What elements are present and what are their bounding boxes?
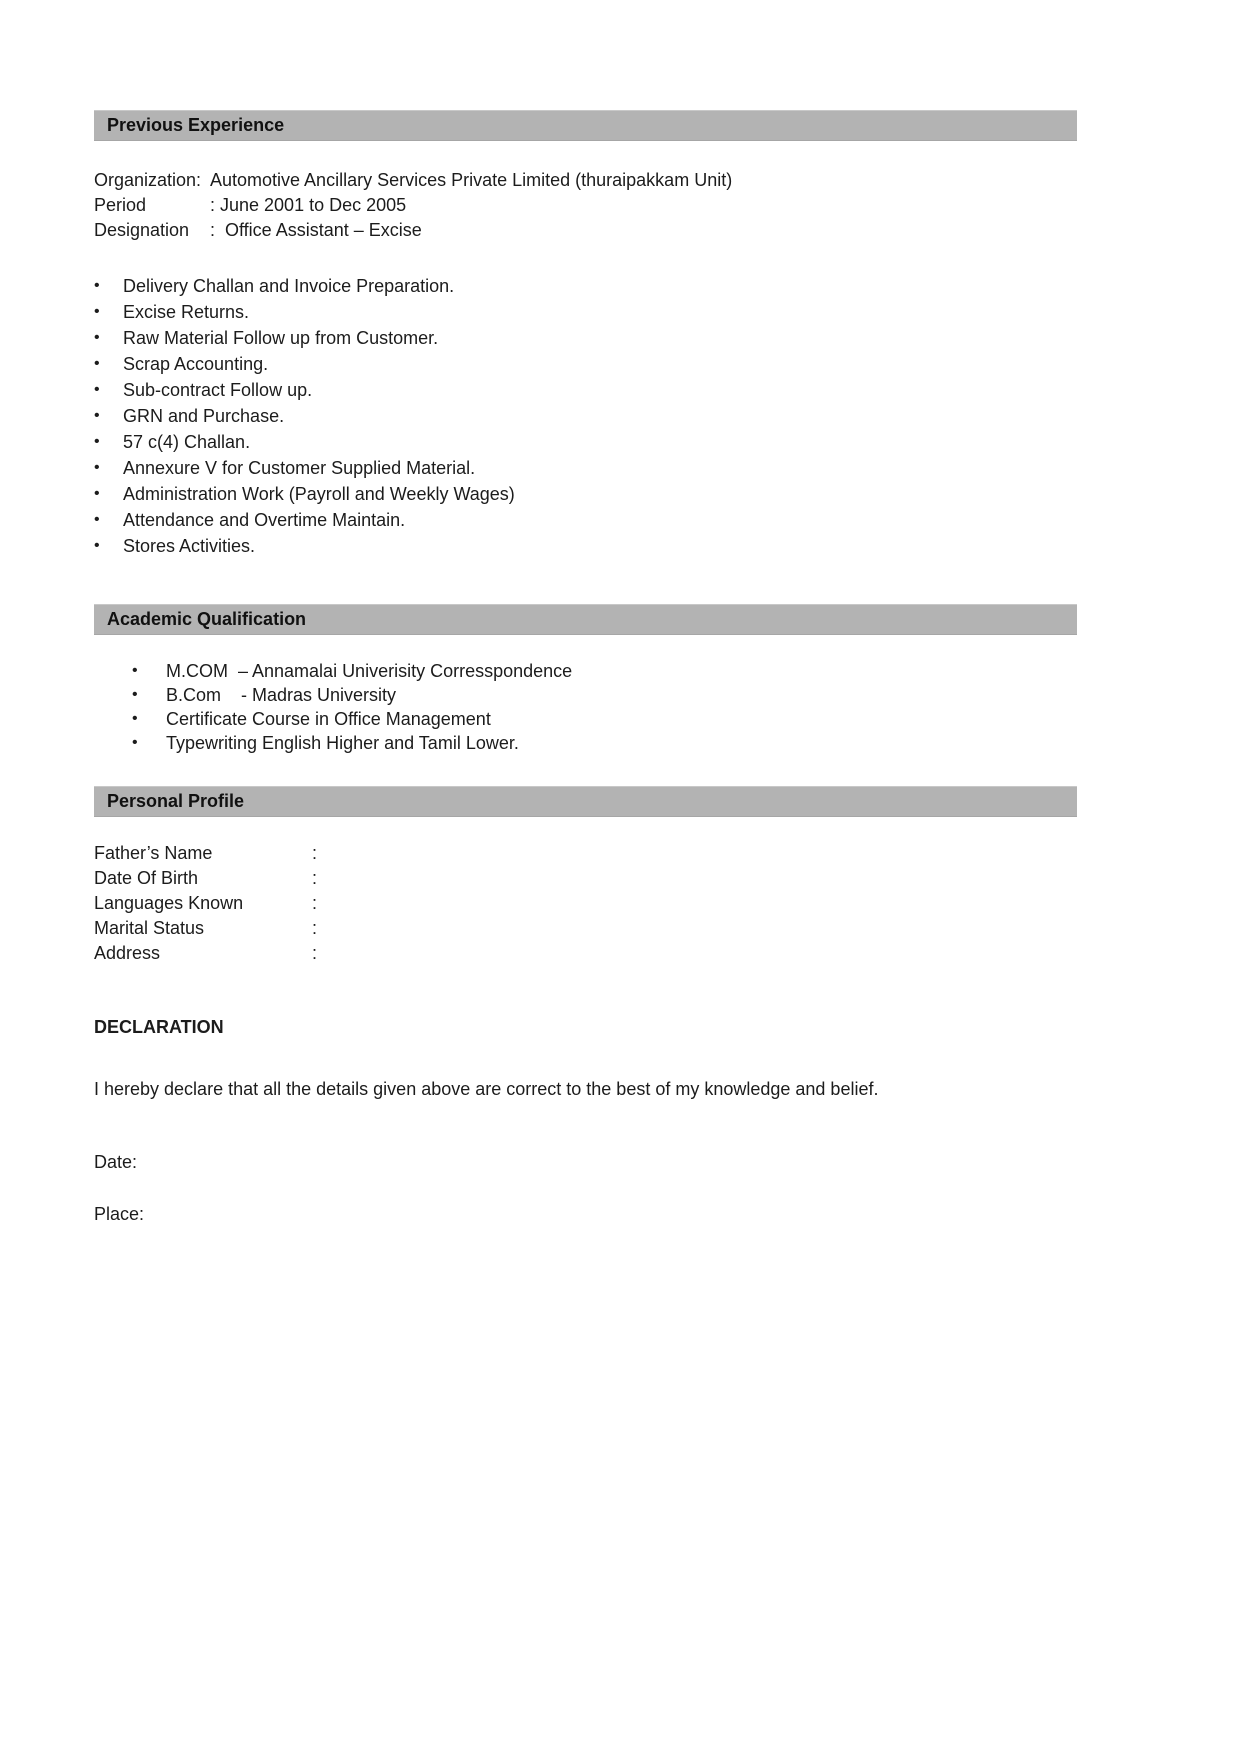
section-header-previous-experience: [94, 110, 1077, 141]
academic-text: M.COM – Annamalai Univerisity Corresspondence: [166, 661, 573, 681]
duty-text: 57 c(4) Challan.: [123, 432, 251, 452]
academic-text: Typewriting English Higher and Tamil Lower.: [166, 733, 519, 753]
field-separator: :: [312, 943, 318, 963]
bullet-icon: •: [132, 710, 138, 727]
declaration-text: I hereby declare that all the details given above are correct to the best of my knowledge and belief.: [94, 1079, 879, 1099]
duty-item: [94, 325, 1077, 351]
bullet-icon: •: [94, 329, 100, 346]
bullet-icon: •: [94, 407, 100, 424]
date-label: Date:: [94, 1152, 138, 1172]
personal-field-row: [94, 866, 1077, 891]
duty-item: [94, 533, 1077, 559]
duty-item: [94, 455, 1077, 481]
duty-item: [94, 273, 1077, 299]
personal-field-row: [94, 841, 1077, 866]
duty-item: [94, 299, 1077, 325]
duty-text: Excise Returns.: [123, 302, 250, 322]
duty-item: [94, 377, 1077, 403]
duty-item: [94, 481, 1077, 507]
field-label: Date Of Birth: [94, 868, 199, 888]
duty-item: [94, 429, 1077, 455]
personal-field-row: [94, 891, 1077, 916]
field-label: Marital Status: [94, 918, 205, 938]
academic-item: [94, 683, 1077, 707]
organization-value: Automotive Ancillary Services Private Limited (thuraipakkam Unit): [210, 170, 733, 190]
field-separator: :: [312, 893, 318, 913]
academic-qualification-title: Academic Qualification: [107, 609, 307, 629]
section-header-academic-qualification: [94, 604, 1077, 635]
bullet-icon: •: [94, 433, 100, 450]
duties-list: [94, 273, 1077, 559]
bullet-icon: •: [132, 686, 138, 703]
experience-details: [94, 168, 1077, 243]
organization-row: [94, 168, 1077, 193]
duty-item: [94, 507, 1077, 533]
designation-row: [94, 218, 1077, 243]
academic-item: [94, 707, 1077, 731]
designation-label: Designation: [94, 220, 190, 240]
period-row: [94, 193, 1077, 218]
academic-item: [94, 659, 1077, 683]
duty-text: Delivery Challan and Invoice Preparation.: [123, 276, 455, 296]
section-header-personal-profile: [94, 786, 1077, 817]
duty-item: [94, 351, 1077, 377]
academic-text: B.Com - Madras University: [166, 685, 397, 705]
personal-field-row: [94, 916, 1077, 941]
field-label: Address: [94, 943, 161, 963]
field-separator: :: [312, 843, 318, 863]
declaration-heading: DECLARATION: [94, 1017, 224, 1037]
personal-profile-fields: [94, 841, 1077, 966]
academic-text: Certificate Course in Office Management: [166, 709, 491, 729]
duty-text: Annexure V for Customer Supplied Material.: [123, 458, 476, 478]
bullet-icon: •: [94, 537, 100, 554]
period-label: Period: [94, 195, 147, 215]
bullet-icon: •: [94, 355, 100, 372]
field-separator: :: [312, 918, 318, 938]
organization-label: Organization:: [94, 170, 202, 190]
field-label: Languages Known: [94, 893, 244, 913]
period-value: : June 2001 to Dec 2005: [210, 195, 407, 215]
field-label: Father’s Name: [94, 843, 213, 863]
bullet-icon: •: [132, 734, 138, 751]
bullet-icon: •: [94, 459, 100, 476]
document-content: [94, 110, 1077, 1227]
duty-text: Administration Work (Payroll and Weekly Wages): [123, 484, 515, 504]
duty-text: Scrap Accounting.: [123, 354, 269, 374]
personal-profile-title: Personal Profile: [107, 791, 245, 811]
bullet-icon: •: [94, 303, 100, 320]
field-separator: :: [312, 868, 318, 888]
bullet-icon: •: [94, 277, 100, 294]
previous-experience-title: Previous Experience: [107, 115, 285, 135]
duty-text: Raw Material Follow up from Customer.: [123, 328, 439, 348]
personal-field-row: [94, 941, 1077, 966]
duty-item: [94, 403, 1077, 429]
bullet-icon: •: [94, 511, 100, 528]
academic-list: [94, 659, 1077, 755]
duty-text: GRN and Purchase.: [123, 406, 285, 426]
duty-text: Stores Activities.: [123, 536, 256, 556]
duty-text: Sub-contract Follow up.: [123, 380, 313, 400]
bullet-icon: •: [94, 485, 100, 502]
bullet-icon: •: [94, 381, 100, 398]
duty-text: Attendance and Overtime Maintain.: [123, 510, 406, 530]
academic-item: [94, 731, 1077, 755]
designation-value: : Office Assistant – Excise: [210, 220, 422, 240]
place-label: Place:: [94, 1204, 145, 1224]
bullet-icon: •: [132, 662, 138, 679]
